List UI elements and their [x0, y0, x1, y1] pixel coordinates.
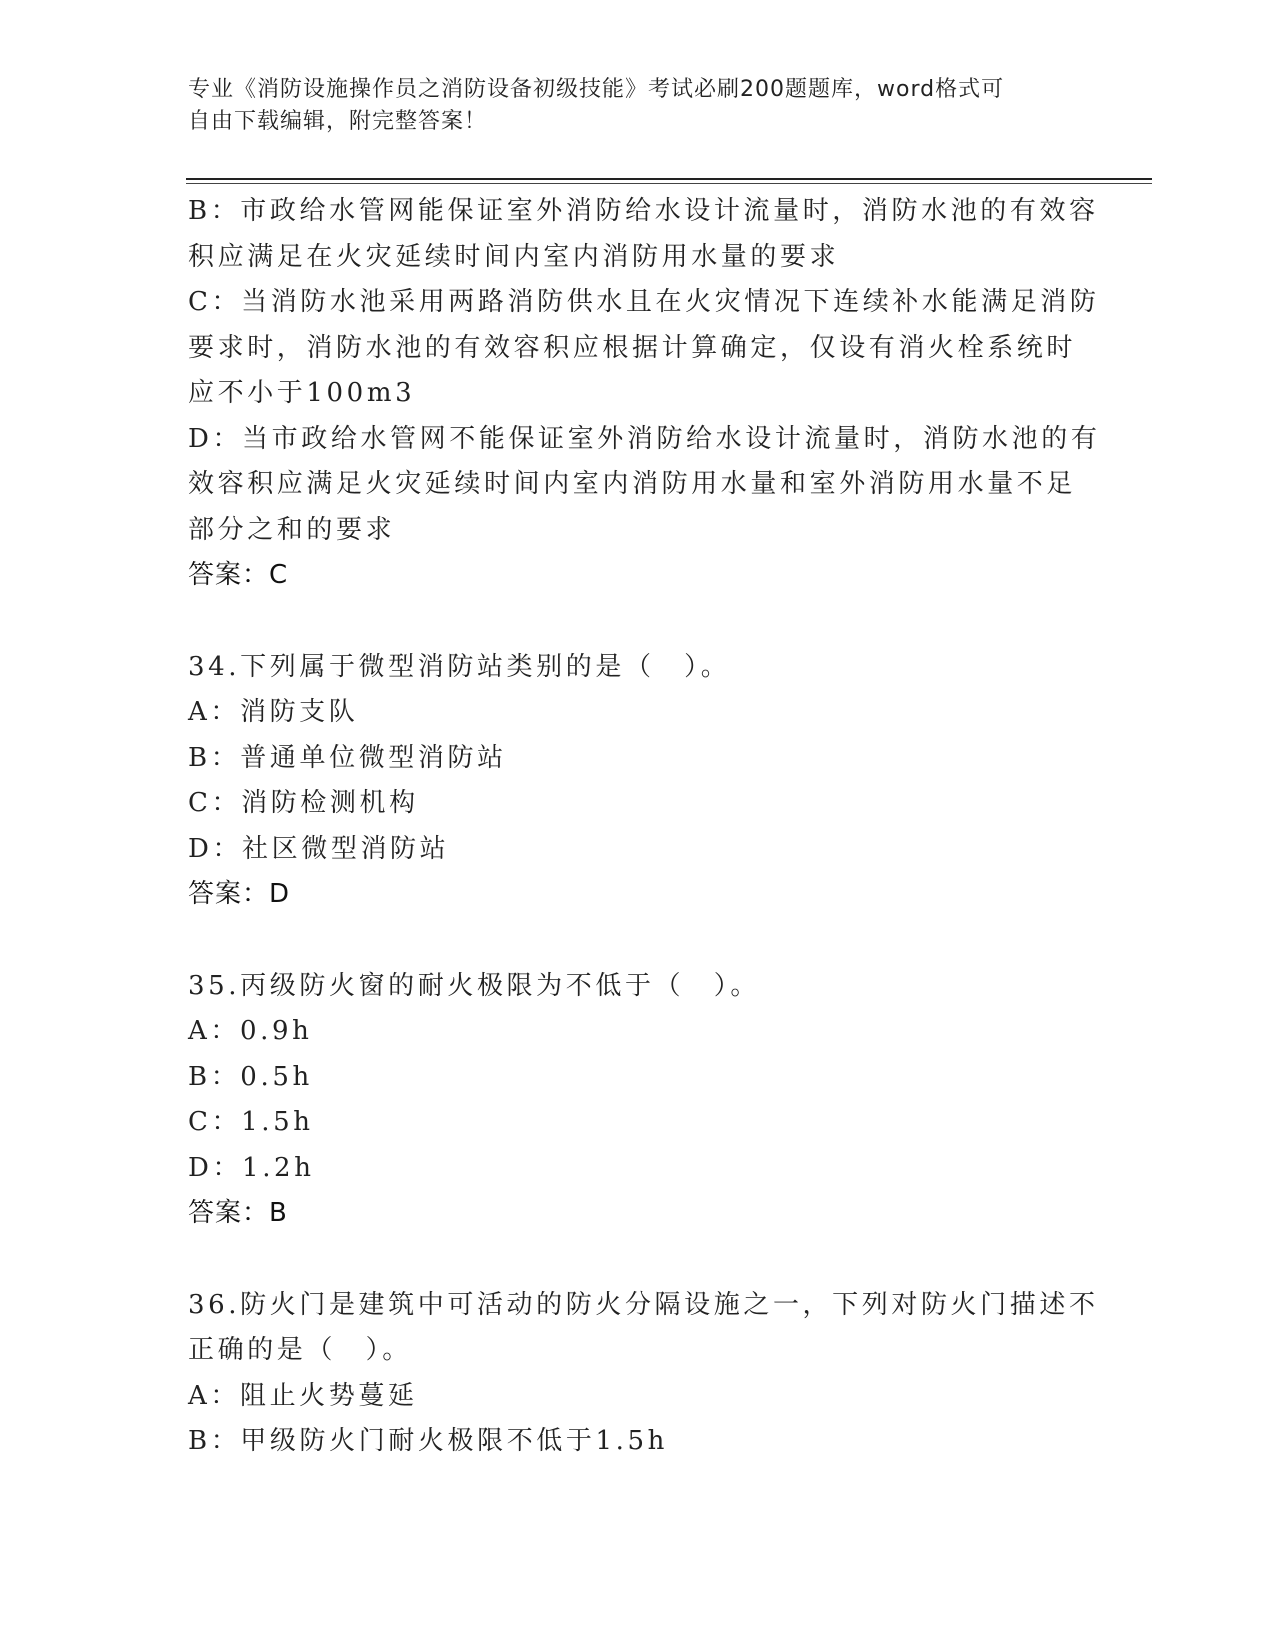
- option-b: B：普通单位微型消防站: [188, 742, 507, 773]
- question-35: [188, 964, 1088, 1237]
- question-34: [188, 645, 1088, 918]
- spacer: [188, 1237, 1088, 1283]
- prev-option-c-line-1: C：当消防水池采用两路消防供水且在火灾情况下连续补水能满足消防: [188, 287, 1100, 317]
- prev-option-b-line-2: 积应满足在火灾延续时间内室内消防用水量的要求: [188, 241, 840, 272]
- prev-question-block: [188, 189, 1101, 599]
- header-divider-thick: [186, 178, 1152, 180]
- option-a: A：阻止火势蔓延: [188, 1380, 418, 1411]
- option-b: B：0.5h: [188, 1061, 313, 1092]
- question-content: [188, 189, 1101, 1465]
- option-c: C：消防检测机构: [188, 788, 419, 818]
- option-d: D：社区微型消防站: [188, 833, 450, 864]
- spacer: [188, 918, 1088, 964]
- prev-option-b-line-1: B：市政给水管网能保证室外消防给水设计流量时，消防水池的有效容: [188, 196, 1099, 226]
- option-d: D：1.2h: [188, 1152, 315, 1183]
- prev-option-c-line-3: 应不小于100m3: [188, 378, 416, 408]
- header-divider-thin: [186, 183, 1152, 184]
- prev-option-d-line-1: D：当市政给水管网不能保证室外消防给水设计流量时，消防水池的有: [188, 423, 1101, 454]
- question-36: [188, 1283, 1099, 1465]
- header-title-line-2: 自由下载编辑，附完整答案！: [188, 109, 488, 134]
- option-a: A：0.9h: [188, 1016, 313, 1046]
- prev-option-d-line-3: 部分之和的要求: [188, 514, 396, 545]
- option-b: B：甲级防火门耐火极限不低于1.5h: [188, 1426, 669, 1456]
- option-c: C：1.5h: [188, 1107, 314, 1137]
- question-stem-line-2: 正确的是（ ）。: [188, 1335, 412, 1365]
- option-a: A：消防支队: [188, 697, 359, 727]
- prev-answer: 答案：C: [188, 560, 289, 590]
- answer: 答案：D: [188, 879, 291, 909]
- question-stem-line-1: 36.防火门是建筑中可活动的防火分隔设施之一，下列对防火门描述不: [188, 1289, 1099, 1320]
- prev-option-d-line-2: 效容积应满足火灾延续时间内室内消防用水量和室外消防用水量不足: [188, 469, 1077, 499]
- prev-option-c-line-2: 要求时，消防水池的有效容积应根据计算确定，仅设有消火栓系统时: [188, 332, 1077, 363]
- answer: 答案：B: [188, 1198, 288, 1228]
- header-title-line-1: 专业《消防设施操作员之消防设备初级技能》考试必刷200题题库，word格式可: [188, 77, 1005, 102]
- page-header: [188, 74, 1068, 138]
- spacer: [188, 599, 1088, 645]
- question-stem: 35.丙级防火窗的耐火极限为不低于（ ）。: [188, 970, 760, 1001]
- question-stem: 34.下列属于微型消防站类别的是（ ）。: [188, 651, 731, 682]
